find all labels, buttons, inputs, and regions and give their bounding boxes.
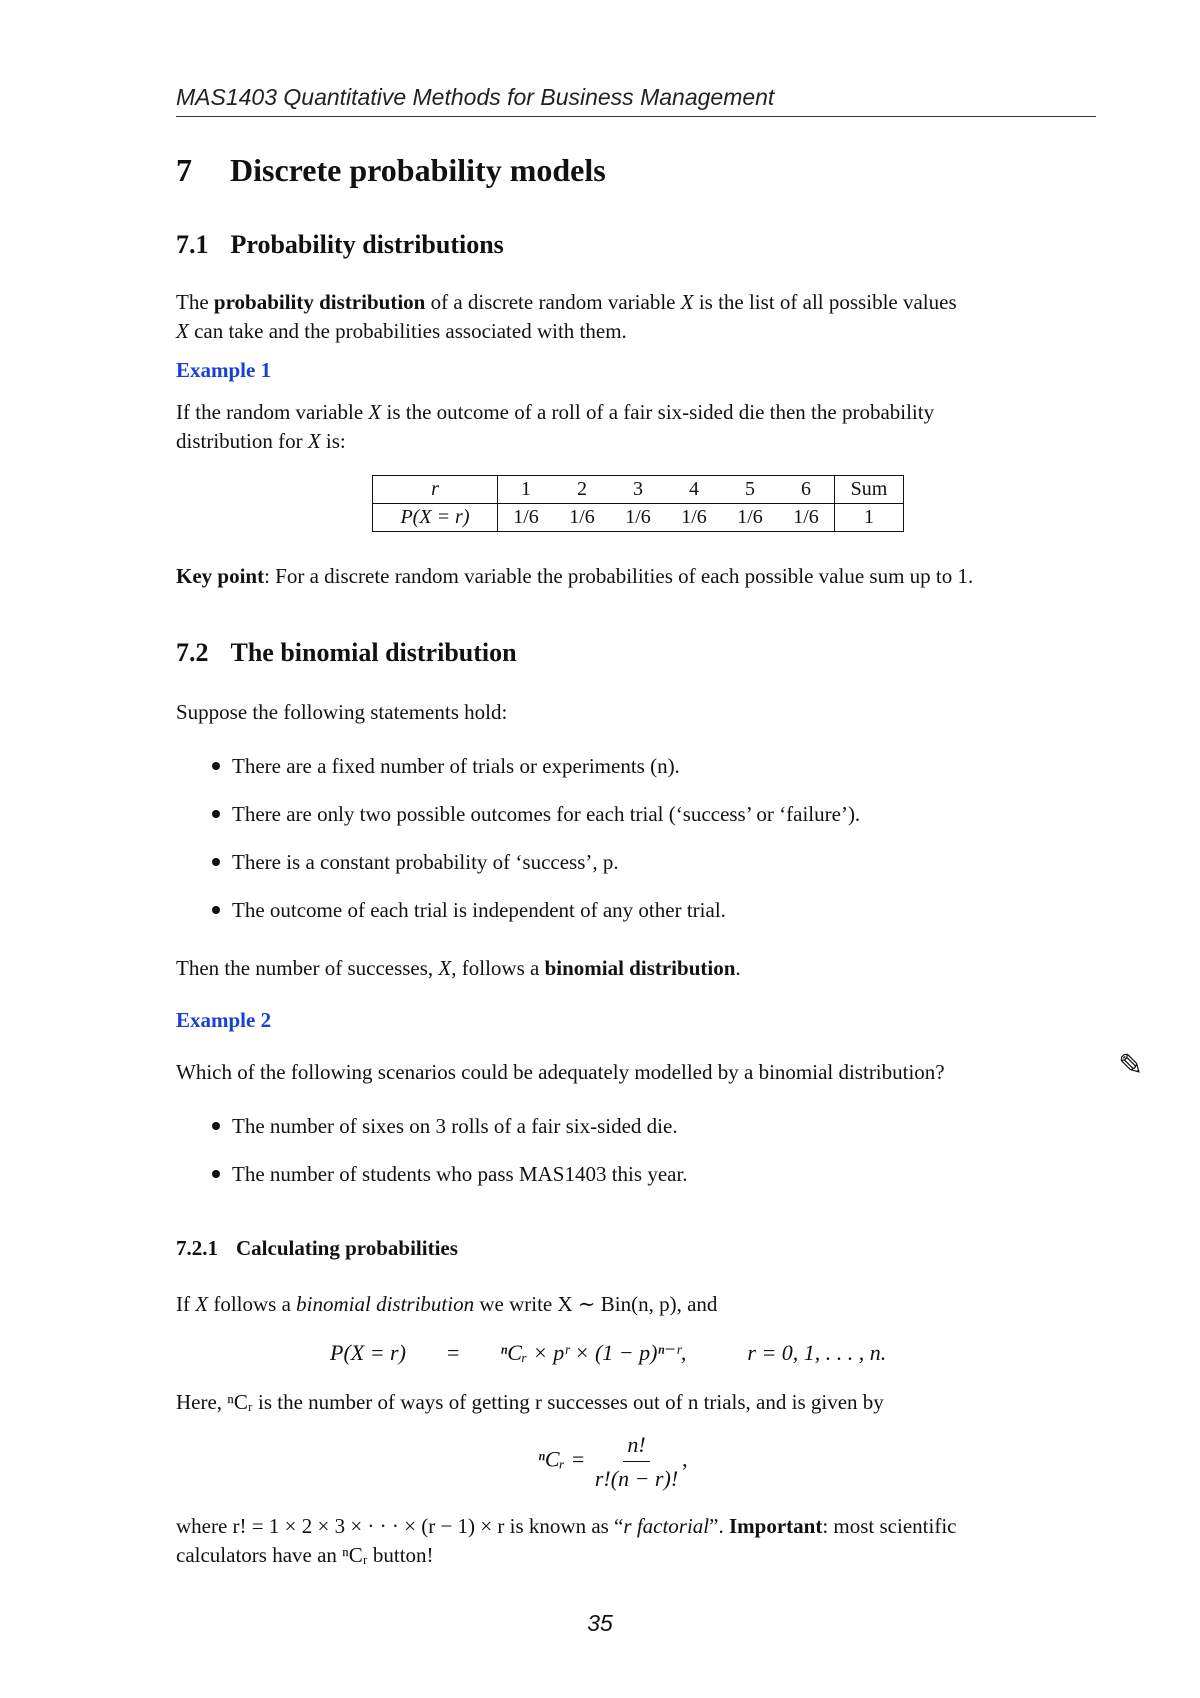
example-2-question: Which of the following scenarios could be adequately modelled by a binomial distribution? [176, 1060, 945, 1084]
example-2-label: Example 2 [176, 1008, 272, 1032]
list-item: The outcome of each trial is independent of any other trial. [212, 896, 726, 925]
pencil-icon: ✎ [1118, 1048, 1144, 1083]
subsection-title: The binomial distribution [230, 638, 517, 667]
subsubsection-number: 7.2.1 [176, 1236, 218, 1260]
binomial-conclusion: Then the number of successes, X, follows a binomial distribution. [176, 956, 741, 980]
running-header: MAS1403 Quantitative Methods for Business Management [176, 84, 775, 110]
binomial-intro: Suppose the following statements hold: [176, 700, 508, 724]
ncr-lhs: ⁿCᵣ = [538, 1446, 586, 1472]
ncr-formula: ⁿCᵣ = $\frac{n!}{r!(n - r)!}$ , [538, 1432, 688, 1491]
ncr-fraction [591, 1430, 682, 1493]
list-item: The number of students who pass MAS1403 this year. [212, 1160, 688, 1189]
section-heading [176, 152, 606, 189]
ncr-numerator: n! [623, 1430, 649, 1462]
formula-equals: = [446, 1340, 460, 1365]
subsubsection-7-2-1-heading [176, 1236, 458, 1261]
example-1-label: Example 1 [176, 358, 272, 382]
example-1-text: If the random variable X is the outcome of a roll of a fair six-sided die then the probability distribution for X is: [176, 400, 935, 453]
section-number: 7 [176, 152, 192, 188]
key-point: Key point: For a discrete random variable the probabilities of each possible value sum up to 1. [176, 564, 974, 588]
table-row: r 1 2 3 4 5 6 Sum [373, 476, 904, 504]
subsection-number: 7.1 [176, 230, 209, 259]
definition-paragraph: The probability distribution of a discrete random variable X is the list of all possible values X can take and the probabilities associated with them. [176, 290, 957, 343]
binomial-formula [330, 1338, 886, 1367]
subsection-title: Probability distributions [230, 230, 504, 259]
probability-table [372, 475, 904, 532]
list-item: There are a fixed number of trials or experiments (n). [212, 752, 680, 781]
formula-rhs: ⁿCᵣ × pʳ × (1 − p)ⁿ⁻ʳ, [500, 1340, 687, 1365]
probability-table-wrap [372, 475, 904, 532]
subsection-7-1-heading [176, 230, 504, 260]
ncr-explanation: Here, ⁿCᵣ is the number of ways of getting r successes out of n trials, and is given by [176, 1390, 884, 1414]
factorial-paragraph: where r! = 1 × 2 × 3 × · · · × (r − 1) × r is known as “r factorial”. Important: most scientific calculators have an ⁿCᵣ button! [176, 1514, 957, 1567]
header-rule [176, 116, 1096, 117]
subsubsection-title: Calculating probabilities [236, 1236, 458, 1260]
ncr-denominator: r!(n − r)! [594, 1466, 679, 1491]
table-row: P(X = r) 1/6 1/6 1/6 1/6 1/6 1/6 1 [373, 504, 904, 532]
subsection-7-2-heading [176, 638, 517, 668]
subsection-number: 7.2 [176, 638, 209, 667]
list-item: There is a constant probability of ‘success’, p. [212, 848, 619, 877]
notation-line: If X follows a binomial distribution we write X ∼ Bin(n, p), and [176, 1292, 718, 1316]
list-item: There are only two possible outcomes for each trial (‘success’ or ‘failure’). [212, 800, 860, 829]
term-probability-distribution: probability distribution [213, 290, 426, 314]
section-title: Discrete probability models [230, 152, 606, 188]
page-number: 35 [587, 1610, 613, 1636]
list-item: The number of sixes on 3 rolls of a fair six-sided die. [212, 1112, 678, 1141]
formula-range: r = 0, 1, . . . , n. [747, 1340, 887, 1365]
formula-lhs: P(X = r) [330, 1340, 406, 1365]
